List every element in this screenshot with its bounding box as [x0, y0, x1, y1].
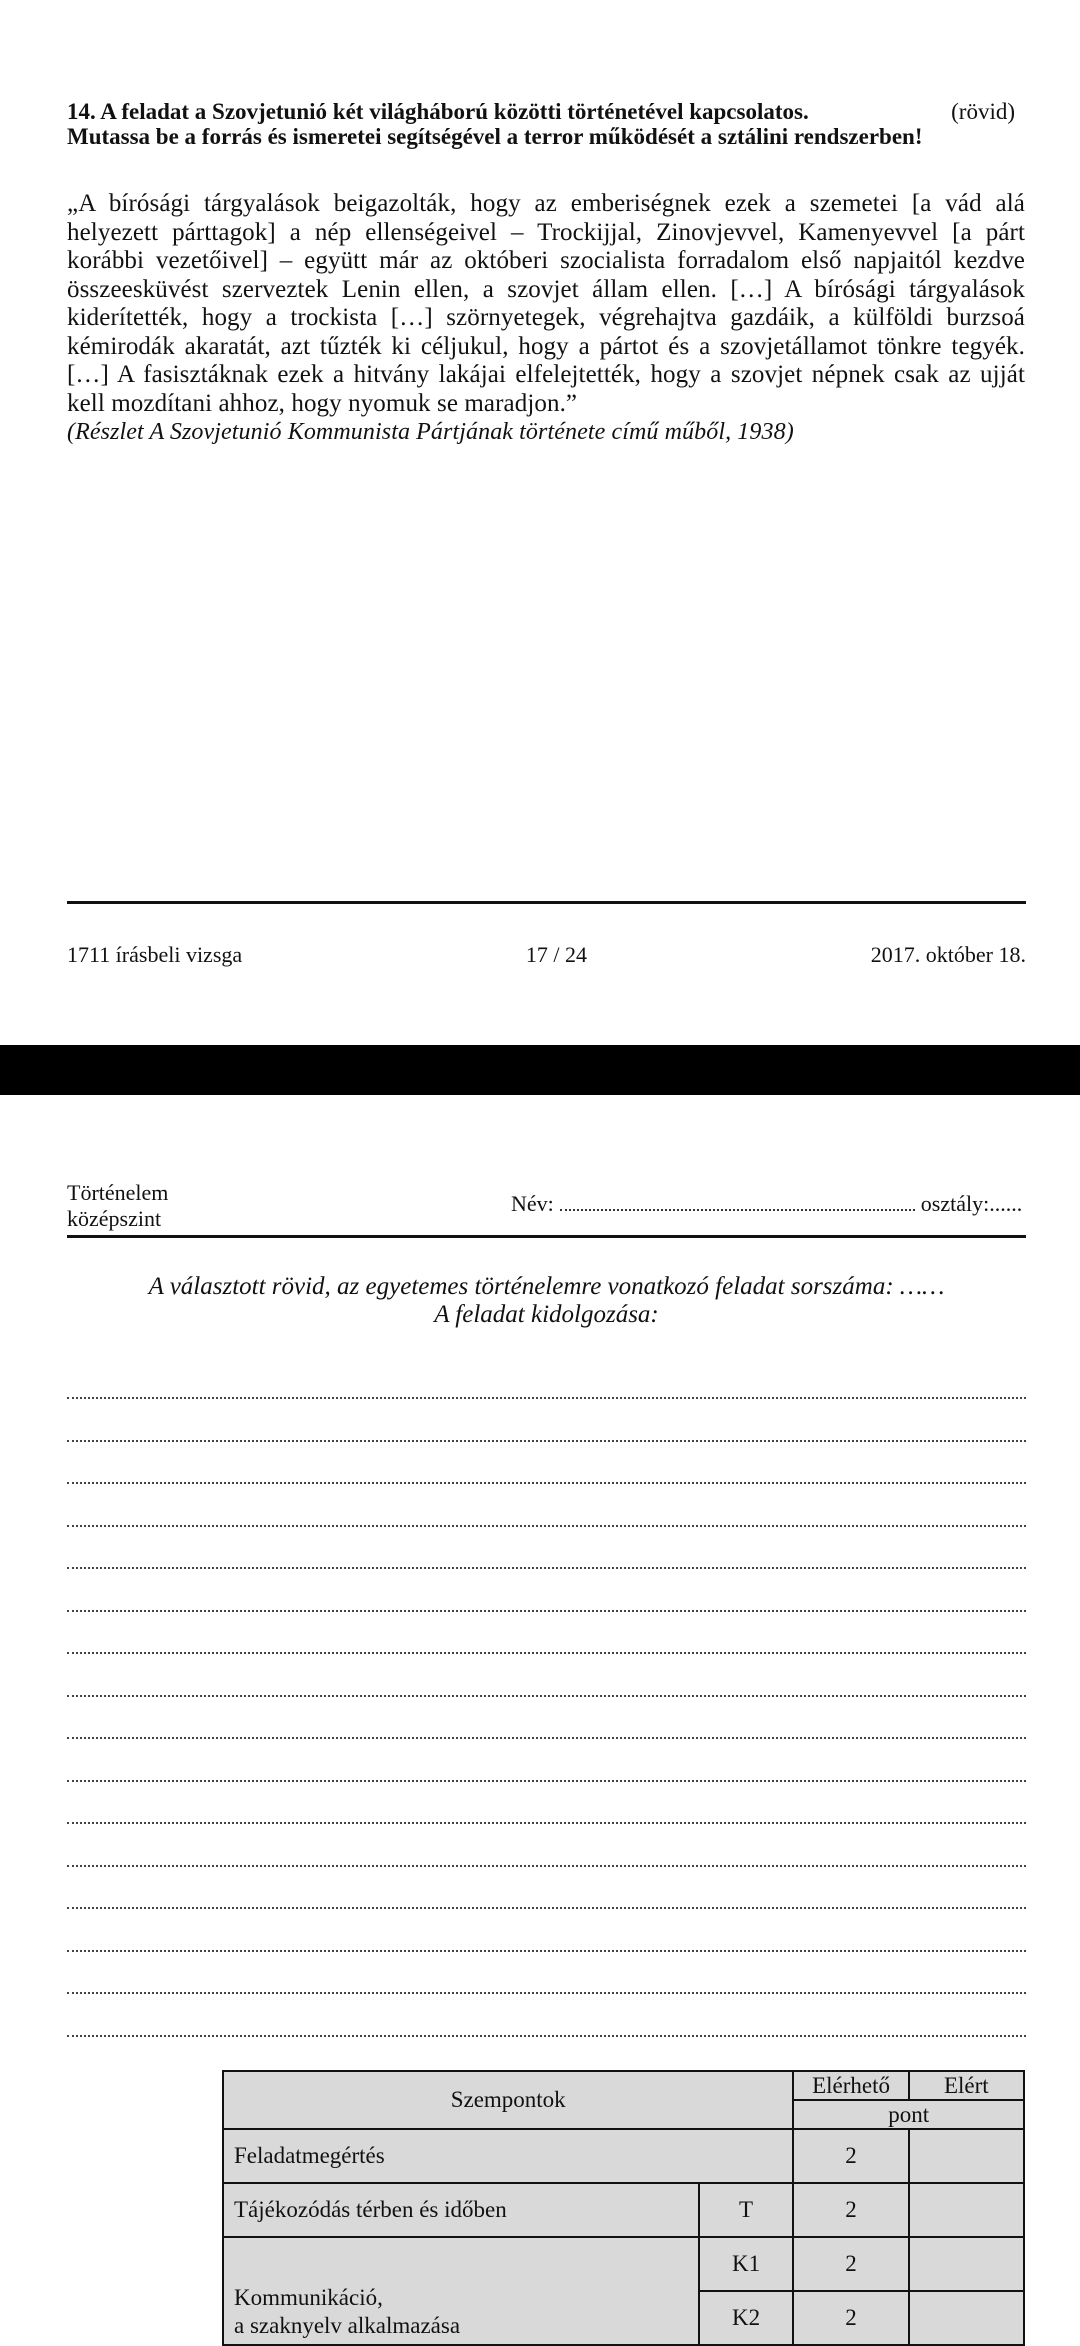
score-table: [222, 2070, 1025, 2346]
answer-subprompt: A feladat kidolgozása:: [434, 1301, 659, 1328]
task-kind: (rövid): [951, 99, 1015, 124]
answer-line[interactable]: [67, 1950, 1026, 1952]
footer-exam: 1711 írásbeli vizsga: [67, 942, 243, 967]
row-got-cell[interactable]: [909, 2237, 1024, 2291]
name-label: Név:: [511, 1191, 554, 1216]
col-criteria: Szempontok: [223, 2071, 793, 2129]
task-title: 14. A feladat a Szovjetunió két világháború közötti történetével kapcsolatos.: [67, 99, 809, 124]
name-field-row: [511, 1191, 1022, 1217]
answer-prompt-block: [67, 1273, 1026, 1329]
row-label: Feladatmegértés: [223, 2129, 793, 2183]
answer-line[interactable]: [67, 1652, 1026, 1654]
class-label: osztály:......: [920, 1191, 1023, 1216]
row-label-line1: Kommunikáció,: [234, 2285, 383, 2310]
answer-line[interactable]: [67, 1822, 1026, 1824]
footer-page-number: 17 / 24: [525, 942, 588, 967]
row-max: 2: [793, 2129, 908, 2183]
row-label: Tájékozódás térben és időben: [223, 2183, 699, 2237]
table-row: [223, 2183, 1024, 2237]
answer-prompt: A választott rövid, az egyetemes történelemre vonatkozó feladat sorszáma: ……: [148, 1273, 945, 1300]
level-label: középszint: [67, 1206, 162, 1231]
task-instruction: Mutassa be a forrás és ismeretei segítségével a terror működését a sztálini rendszerben!: [67, 124, 923, 149]
answer-line[interactable]: [67, 1482, 1026, 1484]
answer-line[interactable]: [67, 1525, 1026, 1527]
page-footer: [67, 942, 1026, 968]
row-got-cell[interactable]: [909, 2291, 1024, 2345]
source-citation: (Részlet A Szovjetunió Kommunista Pártjának története című műből, 1938): [67, 419, 794, 445]
source-quote-block: [67, 190, 1025, 447]
task-heading: [67, 99, 1015, 149]
row-label: [223, 2237, 699, 2345]
name-input-line[interactable]: [560, 1195, 915, 1211]
page-separator: [0, 1045, 1080, 1095]
answer-line[interactable]: [67, 1780, 1026, 1782]
answer-line[interactable]: [67, 1907, 1026, 1909]
row-got-cell[interactable]: [909, 2129, 1024, 2183]
subject-label: Történelem: [67, 1180, 169, 1205]
answer-line[interactable]: [67, 1737, 1026, 1739]
answer-line[interactable]: [67, 1440, 1026, 1442]
row-code: K2: [699, 2291, 794, 2345]
answer-line[interactable]: [67, 1992, 1026, 1994]
source-quote: „A bírósági tárgyalások beigazolták, hogy az emberiségnek ezek a szemetei [a vád alá helyezett párttagok] a nép ellenségeivel – Trockijjal, Zinovjevvel, Kamenyevvel [a párt korábbi vezetőivel] – együtt már az októberi szocialista forradalom első napjaitól kezdve összeesküvést szerveztek Lenin ellen, a szovjet állam ellen. […] A bírósági tárgyalások kiderítették, hogy a trockista […] szörnyetegek, végrehajtva gazdáik, a külföldi burzsoá kémirodák akaratát, azt tűzték ki céljukul, hogy a pártot és a szovjetállamot tönkre tegyék. […] A fasisztáknak ezek a hitvány lakájai elfelejtették, hogy a szovjet népnek csak az ujját kell mozdítani ahhoz, hogy nyomuk se maradjon.”: [67, 190, 1025, 417]
col-max: Elérhető: [793, 2071, 908, 2100]
row-max: 2: [793, 2237, 908, 2291]
footer-divider: [67, 901, 1026, 904]
row-code: T: [699, 2183, 794, 2237]
footer-date: 2017. október 18.: [870, 942, 1026, 967]
table-row: [223, 2129, 1024, 2183]
row-max: 2: [793, 2183, 908, 2237]
col-unit: pont: [793, 2100, 1024, 2129]
page-17: [0, 0, 1080, 1045]
col-got: Elért: [909, 2071, 1024, 2100]
page-header-subject: [67, 1180, 168, 1232]
row-code: K1: [699, 2237, 794, 2291]
answer-line[interactable]: [67, 1865, 1026, 1867]
answer-line[interactable]: [67, 1610, 1026, 1612]
answer-line[interactable]: [67, 2035, 1026, 2037]
row-label-line2: a szaknyelv alkalmazása: [234, 2313, 461, 2338]
table-row: [223, 2237, 1024, 2291]
answer-line[interactable]: [67, 1567, 1026, 1569]
header-divider: [67, 1235, 1026, 1238]
row-max: 2: [793, 2291, 908, 2345]
answer-line[interactable]: [67, 1397, 1026, 1399]
answer-line[interactable]: [67, 1695, 1026, 1697]
row-got-cell[interactable]: [909, 2183, 1024, 2237]
